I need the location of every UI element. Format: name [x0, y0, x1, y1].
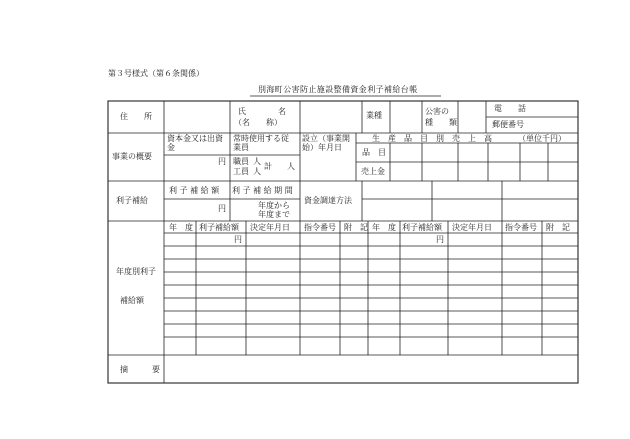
business-type-label: 業種: [366, 111, 382, 120]
annual-yen-unit: 円: [234, 235, 242, 244]
name-label-alt: （名 称）: [234, 118, 282, 127]
sales-amount-label: 売上金: [361, 167, 385, 176]
form-title: 別海町公害防止施設整備資金利子補給台帳: [258, 85, 418, 94]
name-label: 氏 名: [238, 107, 286, 116]
employees-label-2: 業員: [233, 143, 249, 152]
col-subsidy-amount: 利子補給額: [199, 223, 239, 232]
interest-subsidy-label: 利子補給: [116, 196, 148, 205]
col-note-2: 附 記: [546, 223, 570, 232]
annual-yen-unit-2: 円: [436, 235, 444, 244]
year-to-label: 年度まで: [258, 210, 290, 219]
annual-subsidy-label-2: 補給額: [120, 296, 144, 305]
postal-code-label: 郵便番号: [492, 120, 524, 129]
staff-persons-unit: 人: [253, 157, 261, 166]
total-label: 計: [264, 162, 272, 171]
col-decision-date: 決定年月日: [250, 223, 290, 232]
col-note: 附 記: [344, 223, 368, 232]
capital-label: 資本金又は出資: [167, 134, 223, 143]
staff-label: 職員: [233, 157, 249, 166]
col-decision-date-2: 決定年月日: [452, 223, 492, 232]
col-year-2: 年 度: [372, 223, 396, 232]
item-label: 品 目: [362, 148, 386, 157]
funding-method-label: 資金調達方法: [304, 196, 352, 205]
col-order-number: 指令番号: [304, 223, 336, 232]
subsidy-amount-label: 利 子 補 給 額: [169, 186, 220, 195]
sales-by-item-label: 生 産 品 目 別 売 上 高: [372, 134, 492, 143]
workers-persons-unit: 人: [253, 167, 261, 176]
col-order-number-2: 指令番号: [505, 223, 537, 232]
business-overview-label: 事業の概要: [112, 152, 152, 161]
col-subsidy-amount-2: 利子補給額: [402, 223, 442, 232]
capital-yen-unit: 円: [218, 157, 226, 166]
col-year: 年 度: [169, 223, 193, 232]
established-date-label: 設立（事業開: [302, 134, 350, 143]
established-date-label-2: 始）年月日: [302, 143, 342, 152]
pollution-type-label: 公害の: [425, 107, 449, 116]
workers-label: 工員: [233, 167, 249, 176]
subsidy-yen-unit: 円: [218, 204, 226, 213]
annual-subsidy-label: 年度別利子: [116, 267, 156, 276]
pollution-type-label-2: 種 類: [425, 118, 457, 127]
capital-label-2: 金: [167, 143, 175, 152]
phone-label: 電 話: [494, 104, 526, 113]
year-from-label: 年度から: [258, 201, 290, 210]
remarks-label: 摘 要: [120, 365, 160, 374]
total-persons-unit: 人: [287, 162, 295, 171]
unit-label: （単位千円）: [518, 134, 566, 143]
address-label: 住 所: [120, 112, 152, 121]
form-number: 第３号様式（第６条関係）: [108, 69, 204, 78]
employees-label: 常時使用する従: [233, 134, 289, 143]
annual-grid: [164, 221, 578, 355]
subsidy-period-label: 利 子 補 給 期 間: [232, 186, 293, 195]
